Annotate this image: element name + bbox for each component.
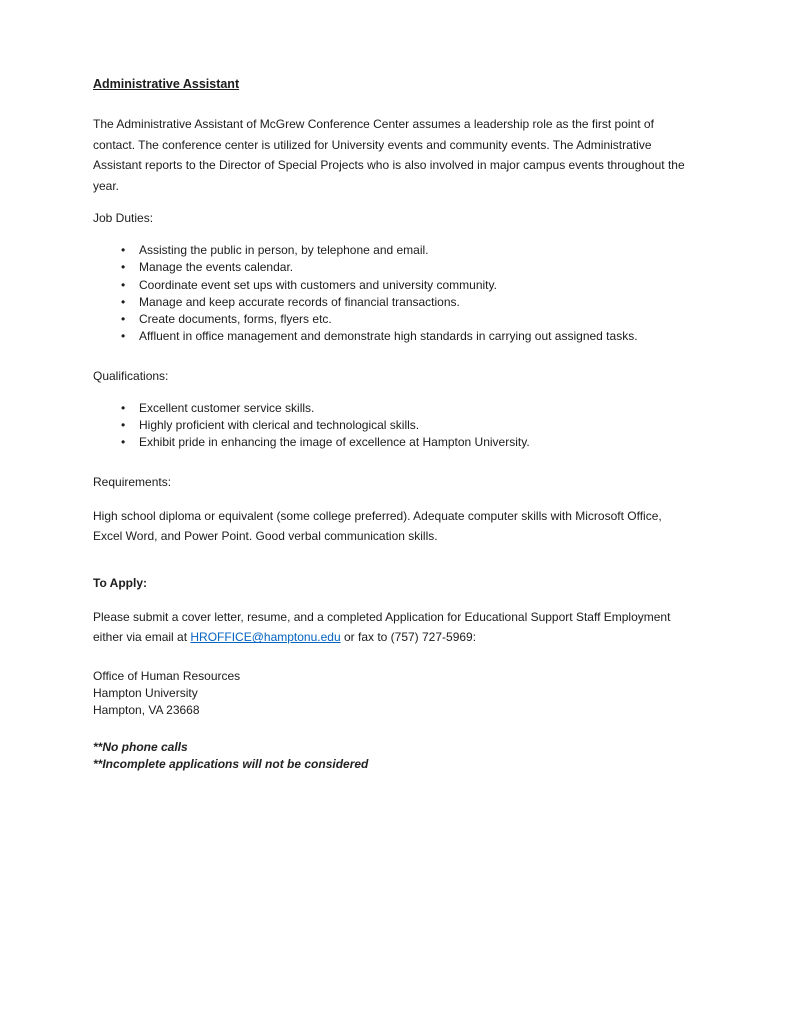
job-duties-heading: Job Duties: xyxy=(93,211,154,225)
list-item: • Affluent in office management and demonstrate high standards in carrying out assigned tasks. xyxy=(121,328,679,345)
apply-text-after-link: or fax to (757) 727-5969: xyxy=(340,630,477,645)
qualifications-list xyxy=(93,400,691,452)
qualifications-heading: Qualifications: xyxy=(93,368,169,383)
list-item: • Manage the events calendar. xyxy=(121,259,679,276)
notes-block xyxy=(93,739,691,773)
address-line-university: Hampton University xyxy=(93,685,198,700)
apply-text-before-link: Please submit a cover letter, resume, and a completed Application for Educational Support Staff Employment either via email at xyxy=(93,609,671,645)
address-line-city: Hampton, VA 23668 xyxy=(93,703,200,718)
address-block xyxy=(93,668,691,720)
list-item: • Assisting the public in person, by telephone and email. xyxy=(121,242,679,259)
list-item: • Manage and keep accurate records of financial transactions. xyxy=(121,294,679,311)
job-duties-list xyxy=(93,242,691,346)
to-apply-heading: To Apply: xyxy=(93,575,147,590)
requirements-heading: Requirements: xyxy=(93,474,172,489)
hr-email-link[interactable]: HROFFICE@hamptonu.edu xyxy=(190,630,341,645)
note-no-phone-calls: **No phone calls xyxy=(93,740,188,755)
list-item: • Coordinate event set ups with customers and university community. xyxy=(121,277,679,294)
list-item: • Exhibit pride in enhancing the image of excellence at Hampton University. xyxy=(121,434,679,451)
list-item: • Create documents, forms, flyers etc. xyxy=(121,311,679,328)
apply-paragraph xyxy=(93,607,698,648)
list-item: • Excellent customer service skills. xyxy=(121,400,679,417)
requirements-paragraph: High school diploma or equivalent (some college preferred). Adequate computer skills with Microsoft Office, Excel Word, and Power Point. Good verbal communication skills. xyxy=(93,508,662,544)
address-line-office: Office of Human Resources xyxy=(93,668,241,683)
job-title-heading: Administrative Assistant xyxy=(93,77,240,91)
note-incomplete-applications: **Incomplete applications will not be considered xyxy=(93,757,369,772)
intro-paragraph: The Administrative Assistant of McGrew Conference Center assumes a leadership role as the first point of contact. The conference center is utilized for University events and community events. The Administrative Assistant reports to the Director of Special Projects who is also involved in major campus events throughout the year. xyxy=(93,117,685,193)
list-item: • Highly proficient with clerical and technological skills. xyxy=(121,417,679,434)
